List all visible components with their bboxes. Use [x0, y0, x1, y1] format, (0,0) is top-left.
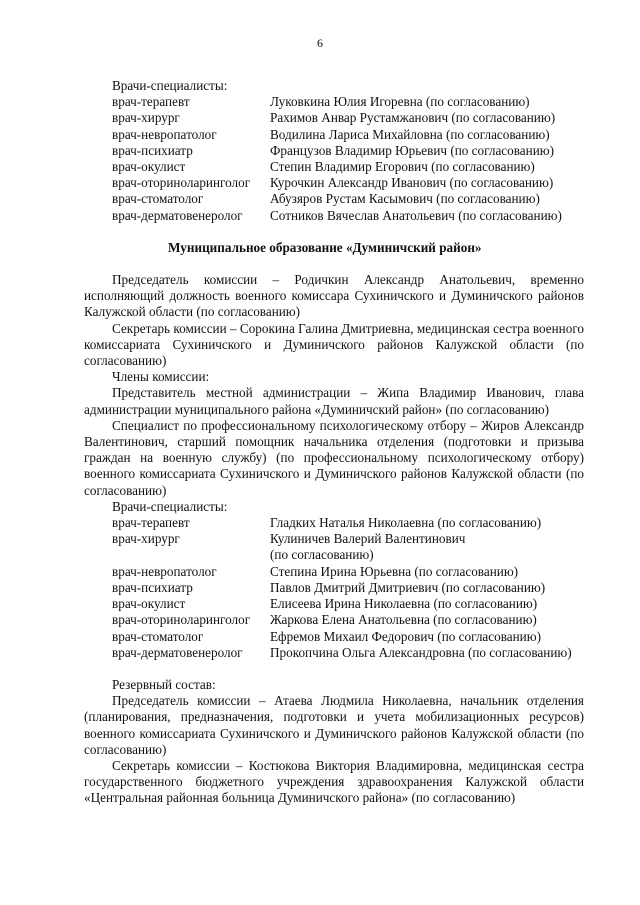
- specialist-role: врач-дерматовенеролог: [112, 207, 243, 223]
- specialists-list-1: [84, 94, 584, 224]
- specialist-role: врач-стоматолог: [112, 628, 204, 644]
- specialist-name: Павлов Дмитрий Дмитриевич (по согласованию): [270, 579, 546, 595]
- specialists-title-2: Врачи-специалисты:: [112, 498, 228, 514]
- specialist-name: Кулиничев Валерий Валентинович: [270, 531, 466, 547]
- specialist-name: Рахимов Анвар Рустамжанович (по согласованию): [270, 110, 556, 126]
- specialist-row: [84, 645, 584, 661]
- specialist-role: врач-оториноларинголог: [112, 175, 251, 191]
- specialist-role: врач-невропатолог: [112, 563, 217, 579]
- specialist-role: врач-хирург: [112, 110, 180, 126]
- specialist-role: врач-оториноларинголог: [112, 612, 251, 628]
- specialist-name: Жаркова Елена Анатольевна (по согласованию): [270, 612, 537, 628]
- specialist-name: Степина Ирина Юрьевна (по согласованию): [270, 563, 519, 579]
- specialist-role: врач-терапевт: [112, 94, 190, 110]
- specialist-role: врач-дерматовенеролог: [112, 644, 243, 660]
- specialist-row: [84, 531, 584, 547]
- specialist-name: Прокопчина Ольга Александровна (по согласованию): [270, 644, 572, 660]
- specialist-row: [84, 175, 584, 191]
- specialist-role: врач-терапевт: [112, 515, 190, 531]
- specialist-row: [84, 612, 584, 628]
- specialist-role: врач-психиатр: [112, 579, 193, 595]
- specialist-name: Водилина Лариса Михайловна (по согласованию): [270, 126, 550, 142]
- specialist-name: Гладких Наталья Николаевна (по согласованию): [270, 515, 542, 531]
- psych-specialist-paragraph: Специалист по профессиональному психологическому отбору – Жиров Александр Валентинович, старший помощник начальника отделения (подготовки и призыва граждан на военную службу) (по профессиональному психологическому отбору) военного комиссариата Сухиничского и Думиничского районов Калужской области (по согласованию): [84, 417, 584, 498]
- admin-rep-paragraph: Представитель местной администрации – Жипа Владимир Иванович, глава администрации муниципального района «Думиничский район» (по согласованию): [84, 385, 584, 417]
- specialist-role: врач-стоматолог: [112, 191, 204, 207]
- specialist-name: (по согласованию): [270, 547, 374, 563]
- specialist-role: [84, 547, 270, 563]
- specialist-role: врач-хирург: [112, 531, 180, 547]
- specialist-row: [84, 580, 584, 596]
- specialists-title-1: Врачи-специалисты:: [112, 78, 228, 93]
- specialist-role: врач-психиатр: [112, 142, 193, 158]
- specialist-name: Абузяров Рустам Касымович (по согласованию): [270, 191, 540, 207]
- reserve-secretary-paragraph: Секретарь комиссии – Костюкова Виктория Владимировна, медицинская сестра государственного бюджетного учреждения здравоохранения Калужской области «Центральная районная больница Думиничского района» (по согласованию): [84, 757, 584, 806]
- specialist-row: [84, 191, 584, 207]
- specialist-row: [84, 515, 584, 531]
- specialist-name: Луковкина Юлия Игоревна (по согласованию): [270, 94, 530, 110]
- specialist-row: [84, 94, 584, 110]
- specialist-role: врач-невропатолог: [112, 126, 217, 142]
- reserve-chairman-paragraph: Председатель комиссии – Атаева Людмила Николаевна, начальник отделения (планирования, предназначения, подготовки и учета мобилизационных ресурсов) военного комиссариата Сухиничского и Думиничского районов Калужской области (по согласованию): [84, 693, 584, 757]
- reserve-title: Резервный состав:: [112, 676, 216, 692]
- specialist-name: Французов Владимир Юрьевич (по согласованию): [270, 142, 555, 158]
- specialist-role: врач-окулист: [112, 596, 186, 612]
- specialist-row: [84, 110, 584, 126]
- chairman-paragraph: Председатель комиссии – Родичкин Александр Анатольевич, временно исполняющий должность военного комиссара Сухиничского и Думиничского районов Калужской области (по согласованию): [84, 272, 584, 320]
- specialist-row: [84, 143, 584, 159]
- specialist-row: [84, 629, 584, 645]
- specialist-name: Сотников Вячеслав Анатольевич (по согласованию): [270, 207, 562, 223]
- specialist-name: Степин Владимир Егорович (по согласованию): [270, 159, 535, 175]
- specialist-row: [84, 547, 584, 563]
- section-heading: Муниципальное образование «Думиничский район»: [168, 239, 482, 255]
- specialist-row: [84, 208, 584, 224]
- secretary-paragraph: Секретарь комиссии – Сорокина Галина Дмитриевна, медицинская сестра военного комиссариата Сухиничского и Думиничского районов Калужской области (по согласованию): [84, 320, 584, 369]
- specialist-role: врач-окулист: [112, 159, 186, 175]
- specialist-name: Елисеева Ирина Николаевна (по согласованию): [270, 596, 538, 612]
- members-title: Члены комиссии:: [112, 369, 210, 385]
- document-body: [84, 78, 584, 807]
- specialist-row: [84, 596, 584, 612]
- specialist-row: [84, 159, 584, 175]
- specialist-row: [84, 127, 584, 143]
- specialist-name: Ефремов Михаил Федорович (по согласованию): [270, 628, 541, 644]
- specialist-row: [84, 564, 584, 580]
- page-number: 6: [317, 36, 323, 50]
- specialist-name: Курочкин Александр Иванович (по согласованию): [270, 175, 554, 191]
- specialists-list-2: [84, 515, 584, 661]
